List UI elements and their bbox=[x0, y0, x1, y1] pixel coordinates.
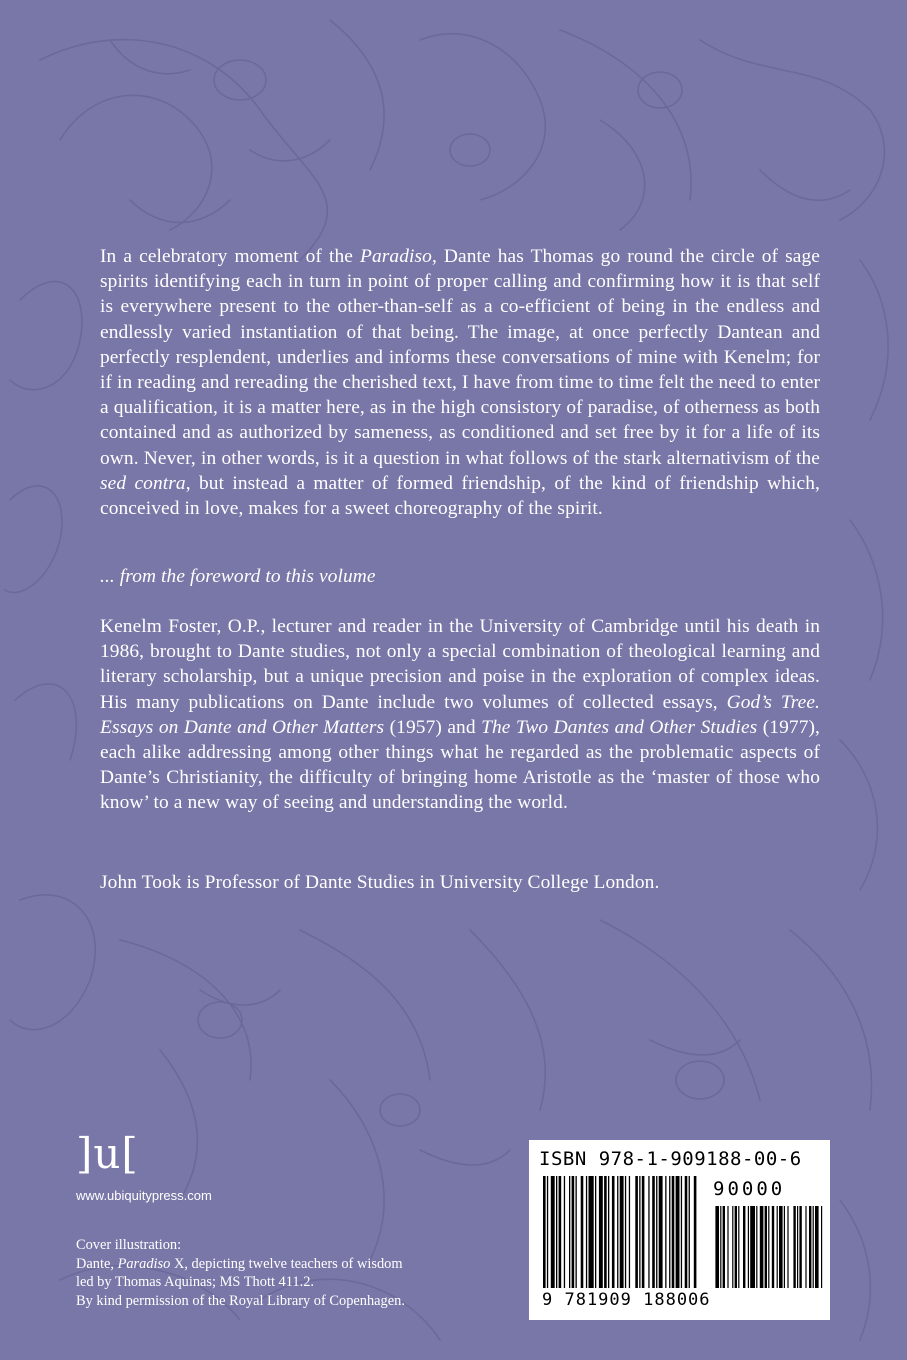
barcode-addon-bar bbox=[793, 1206, 795, 1288]
barcode-addon-bar bbox=[760, 1206, 764, 1288]
barcode-bar bbox=[559, 1176, 562, 1288]
barcode-addon-bar bbox=[748, 1206, 749, 1288]
barcode-bar bbox=[635, 1176, 638, 1288]
cover-illustration-credits bbox=[76, 1236, 516, 1310]
barcode-addon-bar bbox=[799, 1206, 801, 1288]
price-code: 90000 bbox=[713, 1178, 786, 1200]
barcode-addon-bar bbox=[772, 1206, 774, 1288]
barcode-addon-bar bbox=[797, 1206, 798, 1288]
barcode-bar bbox=[625, 1176, 626, 1288]
barcode-addon-bar bbox=[777, 1206, 778, 1288]
credits-line-3: By kind permission of the Royal Library of Copenhagen. bbox=[76, 1292, 405, 1309]
barcode-bar bbox=[672, 1176, 675, 1288]
barcode-bar bbox=[608, 1176, 609, 1288]
blurb-text-2: , Dante has Thomas go round the circle of sage spirits identifying each in turn in point of proper calling and confirming how it is that self is everywhere present to the other-than-self as a co-efficient of being in the endless and endlessly varied instantiation of that being. The image, at once perfectly Dantean and perfectly resplendent, underlies and informs these conversations of mine with Kenelm; for if in reading and rereading the cherished text, I have from time to time felt the need to enter a qualification, it is a matter here, as in the high consistory of paradise, of otherness as both contained and as authorized by sameness, as conditioned and set free by it for a life of its own. Never, in other words, is it a question in what follows of the stark alternativism of the bbox=[100, 246, 820, 469]
bio-text-2: (1957) and bbox=[384, 716, 482, 738]
barcode-bar bbox=[599, 1176, 603, 1288]
bio-text-1: Kenelm Foster, O.P., lecturer and reader in the University of Cambridge until his death in 1986, brought to Dante studies, not only a special combination of theological learning and literary scholarship, but a unique precision and poise in the exploration of complex ideas. His many publications on Dante include two volumes of collected essays, bbox=[100, 616, 820, 713]
barcode-addon-bar bbox=[779, 1206, 783, 1288]
barcode-addon-bar bbox=[784, 1206, 785, 1288]
barcode-addon-bar bbox=[787, 1206, 788, 1288]
barcode-addon-bar bbox=[821, 1206, 822, 1288]
barcode-bar bbox=[589, 1176, 594, 1288]
barcode-addon-bar bbox=[768, 1206, 769, 1288]
barcode-bar bbox=[629, 1176, 630, 1288]
barcode-bar bbox=[642, 1176, 645, 1288]
blurb-text-3: , but instead a matter of formed friendship, of the kind of friendship which, conceived in love, makes for a sweet choreography of the spirit. bbox=[100, 472, 820, 520]
blurb-text-1: In a celebratory moment of the bbox=[100, 246, 361, 267]
isbn-label: ISBN 978-1-909188-00-6 bbox=[539, 1148, 802, 1170]
barcode-addon-bar bbox=[723, 1206, 725, 1288]
barcode-bar bbox=[656, 1176, 657, 1288]
barcode-bar bbox=[547, 1176, 548, 1288]
barcode-bar bbox=[669, 1176, 670, 1288]
barcode-bar bbox=[595, 1176, 596, 1288]
barcode-bar bbox=[572, 1176, 575, 1288]
barcode-bar bbox=[659, 1176, 663, 1288]
barcode-bar bbox=[681, 1176, 682, 1288]
barcode-bar bbox=[556, 1176, 557, 1288]
barcode-addon-bar bbox=[765, 1206, 767, 1288]
credits-heading: Cover illustration: bbox=[76, 1237, 182, 1253]
barcode-bar bbox=[689, 1176, 690, 1288]
foreword-attribution: ... from the foreword to this volume bbox=[100, 566, 376, 587]
bio-italic-gods-tree: God’s Tree. Essays on Dante and Other Matters bbox=[100, 691, 820, 738]
barcode-bar bbox=[576, 1176, 577, 1288]
ean-digits: 9 781909 188006 bbox=[542, 1290, 711, 1310]
barcode-addon-bar bbox=[735, 1206, 737, 1288]
isbn-barcode bbox=[529, 1140, 830, 1320]
barcode-addon-bar bbox=[715, 1206, 719, 1288]
barcode-addon-bar bbox=[805, 1206, 806, 1288]
bio-italic-two-dantes: The Two Dantes and Other Studies bbox=[481, 716, 758, 738]
barcode-addon-bar bbox=[750, 1206, 755, 1288]
credits-line-1: Dante, Paradiso X, depicting twelve teachers of wisdom bbox=[76, 1255, 403, 1272]
barcode-bar bbox=[648, 1176, 649, 1288]
barcode-addon-bar bbox=[743, 1206, 745, 1288]
blurb-italic-sed-contra: sed contra bbox=[100, 472, 186, 494]
barcode-addon-bar bbox=[720, 1206, 721, 1288]
publisher-url[interactable]: www.ubiquitypress.com bbox=[76, 1188, 212, 1203]
barcode-addon-bar bbox=[738, 1206, 739, 1288]
blurb-italic-paradiso: Paradiso bbox=[360, 246, 432, 267]
barcode-bar bbox=[639, 1176, 640, 1288]
barcode-addon-bar bbox=[727, 1206, 728, 1288]
barcode-bar bbox=[620, 1176, 624, 1288]
barcode-bar bbox=[652, 1176, 655, 1288]
barcode-addon-bar bbox=[756, 1206, 757, 1288]
barcode-bar bbox=[586, 1176, 587, 1288]
author-biography bbox=[100, 614, 820, 816]
barcode-addon-bar bbox=[809, 1206, 811, 1288]
barcode-bar bbox=[569, 1176, 570, 1288]
publisher-logo: ]u[ bbox=[76, 1129, 139, 1178]
barcode-bar bbox=[551, 1176, 555, 1288]
barcode-addon-bar bbox=[815, 1206, 819, 1288]
barcode-bar bbox=[564, 1176, 565, 1288]
barcode-bar bbox=[543, 1176, 546, 1288]
credits-line-2: led by Thomas Aquinas; MS Thott 411.2. bbox=[76, 1274, 314, 1290]
barcode-bar bbox=[665, 1176, 666, 1288]
editor-note: John Took is Professor of Dante Studies in University College London. bbox=[100, 872, 660, 893]
barcode-bar bbox=[676, 1176, 680, 1288]
back-cover-blurb bbox=[100, 244, 820, 521]
barcode-bar bbox=[604, 1176, 607, 1288]
bio-text-3: (1977), each alike addressing among other things what he regarded as the problematic aspects of Dante’s Christianity, the difficulty of bringing home Aristotle as the ‘master of those who know’ to a new way of seeing and understanding the world. bbox=[100, 716, 820, 814]
barcode-addon-bar bbox=[813, 1206, 814, 1288]
barcode-addon-bar bbox=[732, 1206, 733, 1288]
barcode-bar bbox=[685, 1176, 688, 1288]
barcode-bar bbox=[612, 1176, 615, 1288]
barcode-bar bbox=[694, 1176, 697, 1288]
barcode-bar bbox=[617, 1176, 618, 1288]
barcode-bar bbox=[581, 1176, 584, 1288]
